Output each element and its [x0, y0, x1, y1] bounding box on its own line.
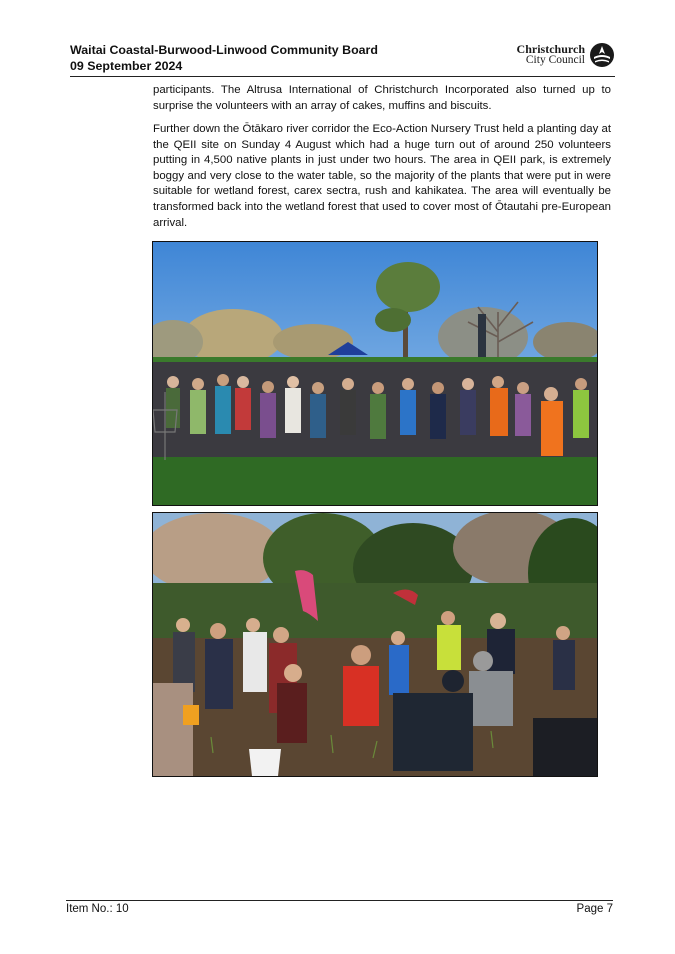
header-date: 09 September 2024: [70, 59, 183, 73]
footer-page-number: Page 7: [576, 903, 613, 915]
paragraph-2: Further down the Ōtākaro river corridor the Eco-Action Nursery Trust held a planting day at the QEII site on Sunday 4 August which had a huge turn out of around 250 volunteers putting in 4,500 native plants in just under two hours. The area in QEII park, is extremely boggy and very close to the water table, so the majority of the plants that were put in were suitable for wetland forest, carex sectra, rush and kahikatea. The area will eventually be transformed back into the wetland forest that used to cover most of Ōtautahi pre-European arrival.: [153, 123, 611, 229]
logo-text-line2: City Council: [525, 54, 585, 66]
photo-planting-day: [152, 512, 598, 777]
council-emblem-icon: [589, 42, 615, 68]
page-footer: [66, 900, 613, 919]
footer-item-number: Item No.: 10: [66, 903, 129, 915]
page-header: [70, 42, 615, 77]
photo-volunteer-group: [152, 241, 598, 506]
header-title: Waitai Coastal-Burwood-Linwood Community Board: [70, 43, 378, 57]
paragraph-1: participants. The Altrusa International of Christchurch Incorporated also turned up to surprise the volunteers with an array of cakes, muffins and biscuits.: [153, 84, 611, 112]
logo-text-line1: Christchurch: [516, 42, 585, 56]
planting-photo-illustration: [153, 513, 597, 776]
council-logo: [505, 42, 615, 70]
group-photo-illustration: [153, 242, 597, 505]
